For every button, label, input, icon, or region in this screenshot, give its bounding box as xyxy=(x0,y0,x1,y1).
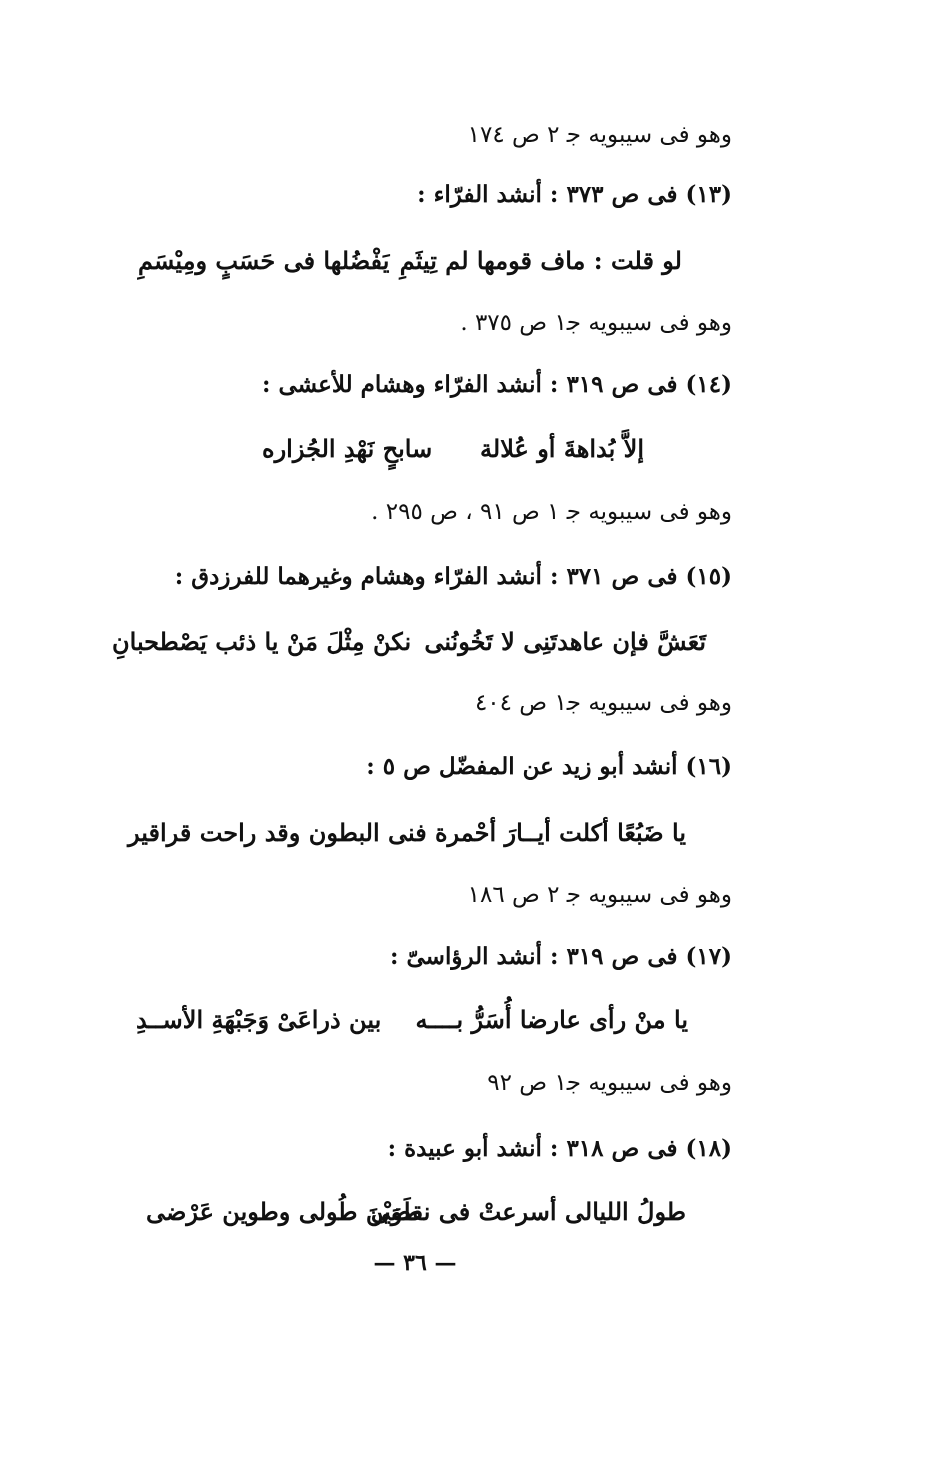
verse-15-second-hemistich: نكنْ مِثْلَ مَنْ يا ذئب يَصْطحبانِ xyxy=(112,627,412,656)
sibawayh-reference-6: وهو فى سيبويه ﺟ١ ص ٩٢ xyxy=(487,1070,732,1096)
entry-heading-16: (١٦) أنشد أبو زيد عن المفضّل ص ٥ : xyxy=(366,753,732,780)
sibawayh-reference-5: وهو فى سيبويه ﺟ ٢ ص ١٨٦ xyxy=(467,882,732,908)
verse-18-first-hemistich: طولُ الليالى أسرعتْ فى نقضى xyxy=(370,1197,686,1226)
verse-16-second-hemistich: فنى البطون وقد راحت قراقير xyxy=(128,818,427,847)
entry-heading-18: (١٨) فى ص ٣١٨ : أنشد أبو عبيدة : xyxy=(387,1135,732,1162)
verse-13-first-hemistich: لو قلت : ماف قومها لم تِيثَمِ xyxy=(399,246,682,275)
verse-13-second-hemistich: يَفْضُلها فى حَسَبٍ ومِيْسَمِ xyxy=(138,246,390,275)
verse-14-second-hemistich: سابحٍ نَهْدِ الجُزاره xyxy=(262,434,433,463)
verse-16-first-hemistich: يا ضَبُعًا أكلت أيــارَ أحْمرة xyxy=(434,818,686,847)
entry-heading-15: (١٥) فى ص ٣٧١ : أنشد الفرّاء وهشام وغيرهما للفرزدق : xyxy=(174,563,732,590)
verse-18-second-hemistich: طَوَيْنَ طُولى وطوين عَرْضى xyxy=(146,1197,423,1226)
sibawayh-reference-1: وهو فى سيبويه ﺟ ٢ ص ١٧٤ xyxy=(467,122,732,148)
sibawayh-reference-2: وهو فى سيبويه ﺟ١ ص ٣٧٥ . xyxy=(460,310,732,336)
page-number: — ٣٦ — xyxy=(373,1250,457,1276)
sibawayh-reference-3: وهو فى سيبويه ﺟ ١ ص ٩١ ، ص ٢٩٥ . xyxy=(371,499,732,525)
sibawayh-reference-4: وهو فى سيبويه ﺟ١ ص ٤٠٤ xyxy=(474,690,732,716)
verse-14-first-hemistich: إلاَّ بُداهةَ أو عُلالة xyxy=(480,434,644,463)
entry-heading-14: (١٤) فى ص ٣١٩ : أنشد الفرّاء وهشام للأعشى : xyxy=(261,371,732,398)
verse-17-second-hemistich: بين ذراعَىْ وَجَبْهَةِ الأســدِ xyxy=(136,1005,382,1034)
verse-17-first-hemistich: يا منْ رأى عارضا أُسَرُّ بــــه xyxy=(415,1005,688,1034)
verse-15-first-hemistich: تَعَشَّ فإن عاهدتَنِى لا تَخُونُنى xyxy=(424,627,706,656)
entry-heading-17: (١٧) فى ص ٣١٩ : أنشد الرؤاسىّ : xyxy=(390,943,732,970)
entry-heading-13: (١٣) فى ص ٣٧٣ : أنشد الفرّاء : xyxy=(417,181,732,208)
